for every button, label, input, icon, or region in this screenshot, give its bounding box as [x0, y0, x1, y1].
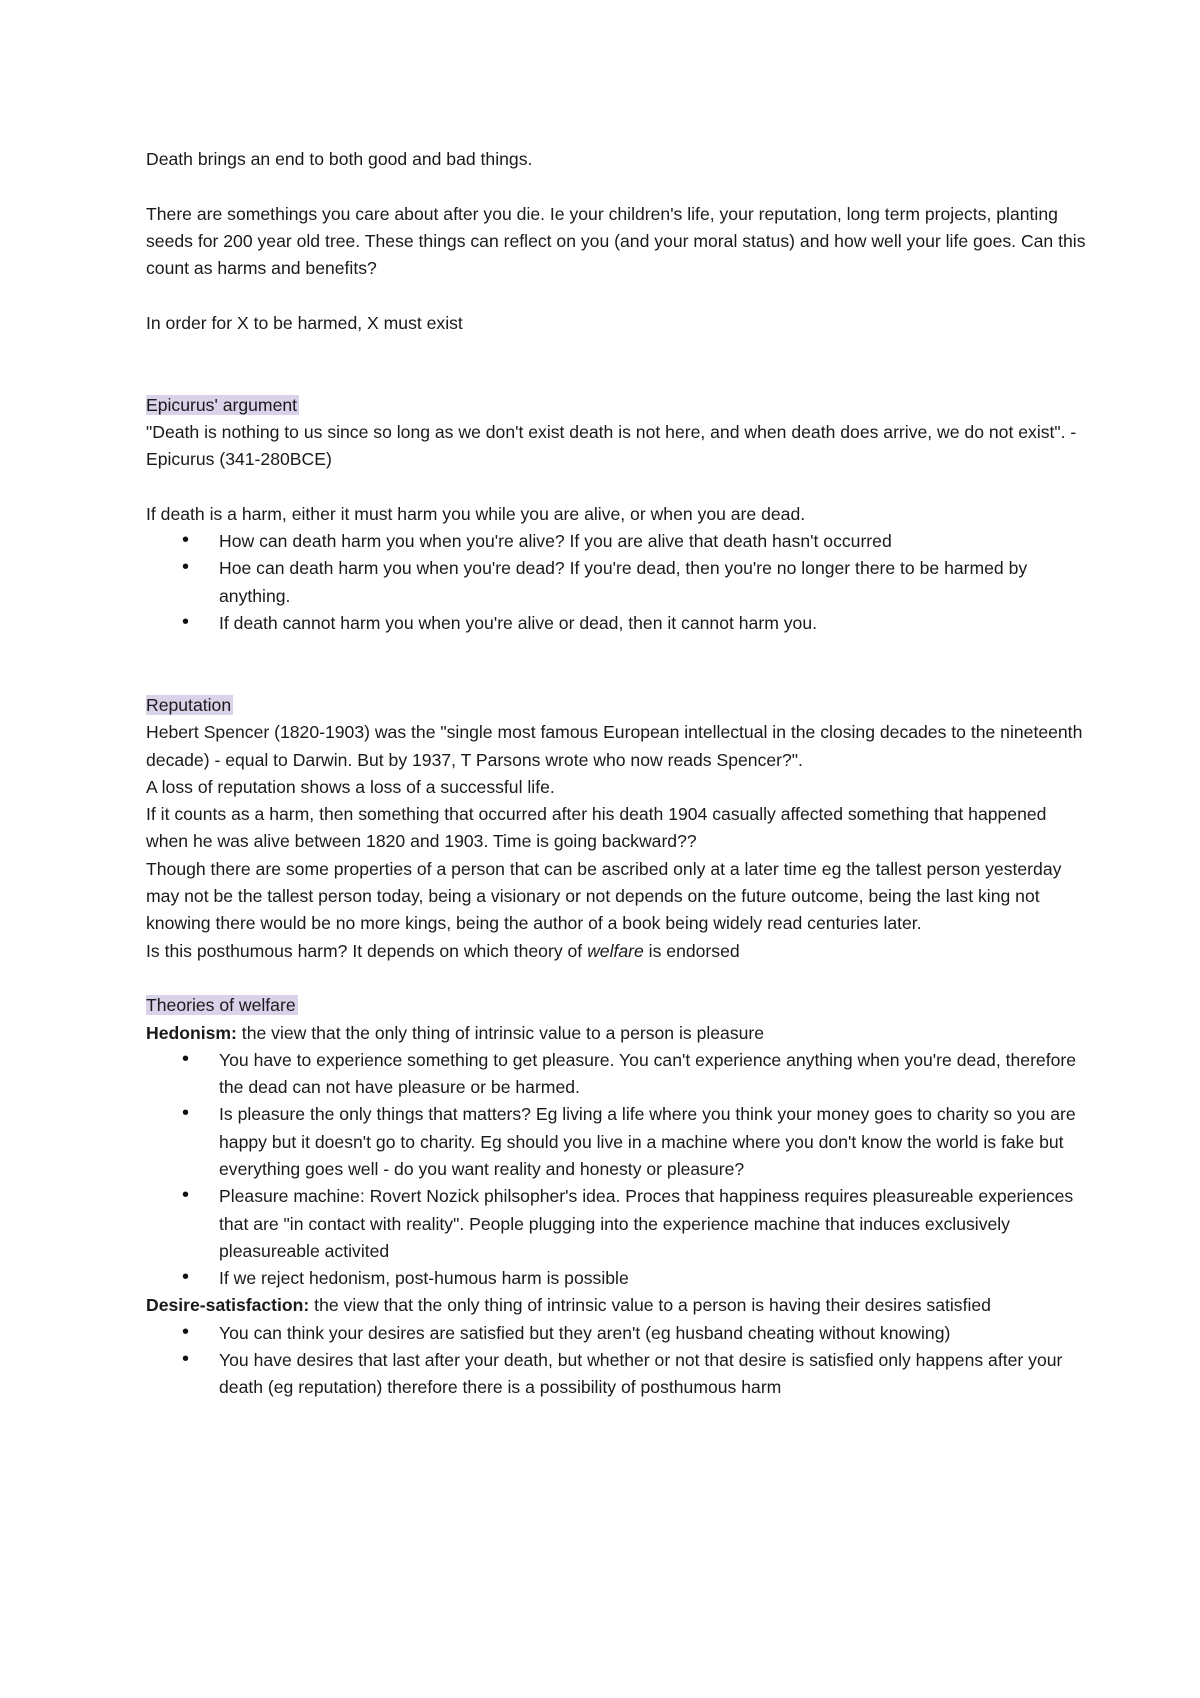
reputation-paragraph: If it counts as a harm, then something that occurred after his death 1904 casually affected something that happened when he was alive between 1820 and 1903. Time is going backward?? — [146, 804, 1047, 852]
hedonism-definition-text: the view that the only thing of intrinsic value to a person is pleasure — [236, 1022, 765, 1043]
list-item: • Hoe can death harm you when you're dead? If you're dead, then you're no longer there to be harmed by anything. — [146, 555, 1086, 610]
reputation-heading-text: Reputation — [146, 694, 232, 715]
welfare-heading-text: Theories of welfare — [146, 995, 296, 1016]
welfare-heading — [146, 992, 1086, 1019]
reputation-paragraph — [146, 938, 1086, 965]
posthumous-question-end: is endorsed — [643, 940, 740, 961]
desire-bullet-list — [146, 1320, 1086, 1402]
document-page — [146, 146, 1086, 1402]
hedonism-bullet-list — [146, 1047, 1086, 1293]
list-item: • You have to experience something to get pleasure. You can't experience anything when you're dead, therefore the dead can not have pleasure or be harmed. — [146, 1047, 1086, 1102]
intro-paragraph: There are somethings you care about after you die. Ie your children's life, your reputation, long term projects, planting seeds for 200 year old tree. These things can reflect on you (and your moral status) and how well your life goes. Can this count as harms and benefits? — [146, 203, 1086, 279]
intro-line: Death brings an end to both good and bad things. — [146, 149, 533, 169]
epicurus-quote: "Death is nothing to us since so long as we don't exist death is not here, and when death does arrive, we do not exist". - Epicurus (341-280BCE) — [146, 421, 1077, 470]
list-item: • You can think your desires are satisfied but they aren't (eg husband cheating without knowing) — [146, 1320, 1086, 1347]
list-item: • If we reject hedonism, post-humous harm is possible — [146, 1265, 1086, 1292]
hedonism-definition — [146, 1020, 1086, 1047]
posthumous-question: Is this posthumous harm? It depends on which theory of — [146, 940, 588, 961]
reputation-paragraph: Though there are some properties of a person that can be ascribed only at a later time eg the tallest person yesterday may not be the tallest person today, being a visionary or not depends on the future outcome, being the last king not knowing there would be no more kings, being the author of a book being widely read centuries later. — [146, 858, 1062, 934]
epicurus-lead: If death is a harm, either it must harm you while you are alive, or when you are dead. — [146, 503, 806, 524]
list-item: • Is pleasure the only things that matters? Eg living a life where you think your money goes to charity so you are happy but it doesn't go to charity. Eg should you live in a machine where you don't know the world is fake but everything goes well - do you want reality and honesty or pleasure? — [146, 1101, 1086, 1183]
reputation-paragraph: Hebert Spencer (1820-1903) was the "single most famous European intellectual in the closing decades to the nineteenth decade) - equal to Darwin. But by 1937, T Parsons wrote who now reads Spencer?". — [146, 722, 1083, 770]
list-item: • If death cannot harm you when you're alive or dead, then it cannot harm you. — [146, 610, 1086, 637]
harm-existence-line: In order for X to be harmed, X must exist — [146, 312, 463, 333]
epicurus-heading — [146, 392, 1086, 419]
list-item: • How can death harm you when you're alive? If you are alive that death hasn't occurred — [146, 528, 1086, 555]
hedonism-term: Hedonism: — [146, 1022, 237, 1043]
desire-definition — [146, 1292, 1086, 1319]
reputation-paragraph: A loss of reputation shows a loss of a successful life. — [146, 776, 555, 797]
epicurus-bullet-list — [146, 528, 1086, 637]
desire-term: Desire-satisfaction: — [146, 1295, 310, 1316]
reputation-heading — [146, 692, 1086, 719]
epicurus-heading-text: Epicurus' argument — [146, 394, 298, 415]
list-item: • You have desires that last after your death, but whether or not that desire is satisfied only happens after your death (eg reputation) therefore there is a possibility of posthumous harm — [146, 1347, 1086, 1402]
list-item: • Pleasure machine: Rovert Nozick philsopher's idea. Proces that happiness requires pleasureable experiences that are "in contact with reality". People plugging into the experience machine that induces exclusively pleasureable activited — [146, 1183, 1086, 1265]
desire-definition-text: the view that the only thing of intrinsic value to a person is having their desires satisfied — [309, 1295, 991, 1316]
welfare-term: welfare — [587, 940, 644, 961]
